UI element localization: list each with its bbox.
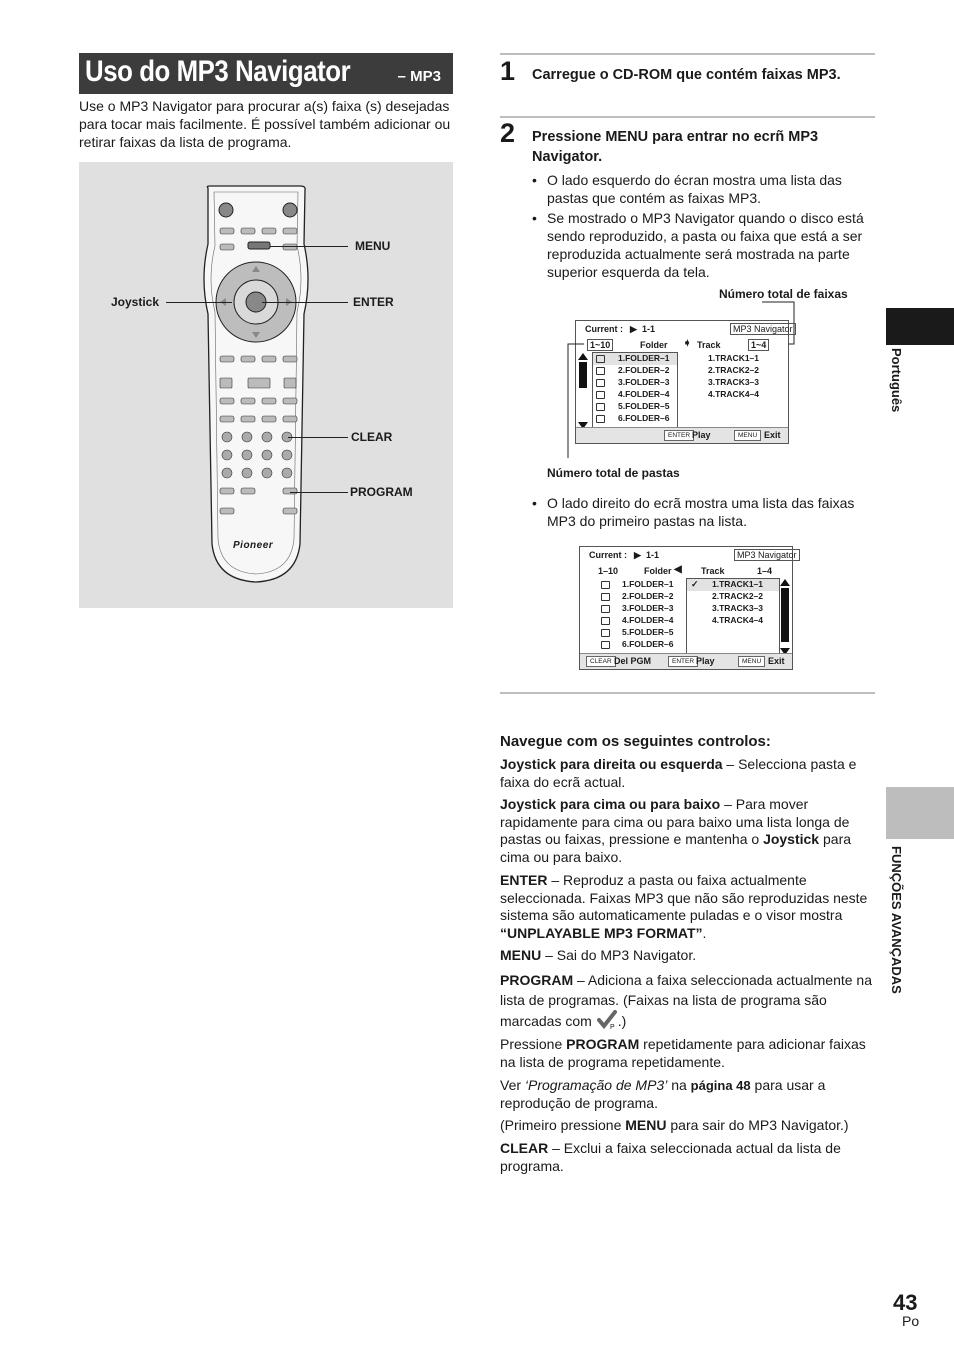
total-tracks-label: Número total de faixas <box>719 287 848 301</box>
program-mark-icon <box>596 1010 618 1028</box>
play-triangle-icon: ▶ <box>634 550 641 560</box>
bullet-item: • O lado direito do ecrã mostra uma lista das faixas MP3 do primeiro pastas na lista. <box>532 494 876 530</box>
divider-nav <box>500 692 875 694</box>
nav-menu <box>500 947 876 965</box>
page-title: Uso do MP3 Navigator <box>85 55 351 88</box>
section-tab-grey <box>886 787 954 839</box>
track-arrow-icon: ➧ <box>683 338 692 349</box>
divider-step2 <box>500 116 875 118</box>
term: “UNPLAYABLE MP3 FORMAT” <box>500 924 703 941</box>
nav-clear <box>500 1140 876 1175</box>
folder-icon <box>596 415 605 423</box>
desc: para cima ou para baixo. <box>500 831 852 865</box>
reference: ‘Programação de MP3’ <box>524 1077 668 1093</box>
term: PROGRAM <box>566 1036 640 1052</box>
nav-joystick-ud <box>500 796 876 866</box>
folder-count: 1~10 <box>587 339 613 351</box>
scroll-thumb <box>781 588 789 642</box>
nav-joystick-lr <box>500 756 876 791</box>
current-value: 1-1 <box>642 324 656 334</box>
exit-key-label: Exit <box>768 656 785 666</box>
play-key-label: Play <box>692 430 711 440</box>
menu-key: MENU <box>738 656 765 667</box>
folder-arrow-icon: ◀ <box>674 564 682 575</box>
folder-icon <box>601 641 610 649</box>
folder-icon <box>601 617 610 625</box>
nav-see-also <box>500 1077 876 1112</box>
term: Joystick para cima ou para baixo <box>500 796 721 812</box>
folder-list-item: 5.FOLDER–5 <box>622 627 674 637</box>
remote-control-illustration <box>196 184 316 590</box>
folder-icon <box>596 355 605 363</box>
nav-program-repeat <box>500 1036 876 1071</box>
step-1-text: Carregue o CD-ROM que contém faixas MP3. <box>532 67 841 83</box>
folder-list-item: 6.FOLDER–6 <box>622 639 674 649</box>
folder-list-item: 3.FOLDER–3 <box>618 377 670 387</box>
nav-program <box>500 970 876 1031</box>
step-2-bullets <box>532 171 876 283</box>
mp3-navigator-badge: MP3 Navigator <box>734 549 800 561</box>
mp3-navigator-badge: MP3 Navigator <box>730 323 796 335</box>
track-list-item: 3.TRACK3–3 <box>712 603 764 613</box>
screen-2-bullet <box>532 494 876 532</box>
folder-icon <box>596 367 605 375</box>
divider-top <box>500 53 875 55</box>
page-language: Po <box>902 1313 920 1329</box>
clear-callout-label: CLEAR <box>351 430 393 444</box>
folder-list-item: 4.FOLDER–4 <box>622 615 674 625</box>
track-header: Track <box>697 340 721 350</box>
menu-key: MENU <box>734 430 761 441</box>
step-2-number: 2 <box>500 118 516 148</box>
enter-key: ENTER <box>668 656 698 667</box>
desc: para sair do MP3 Navigator.) <box>666 1117 849 1133</box>
folder-list-item: 1.FOLDER–1 <box>622 579 674 589</box>
folder-icon <box>601 593 610 601</box>
desc: repetidamente para adicionar faixas na lista de programa repetidamente. <box>500 1036 866 1070</box>
menu-callout-label: MENU <box>355 239 391 253</box>
step-2-text: Pressione MENU para entrar no ecrñ MP3 Navigator. <box>532 129 819 165</box>
program-check-icon: ✓ <box>691 579 699 589</box>
track-count: 1~4 <box>748 339 769 351</box>
folder-icon <box>596 403 605 411</box>
track-list-item: 1.TRACK1–1 <box>708 353 760 363</box>
term: Joystick para direita ou esquerda <box>500 756 723 772</box>
folder-count: 1–10 <box>598 566 619 576</box>
scroll-up-arrow-icon <box>780 579 790 586</box>
svg-text:P: P <box>609 1024 615 1030</box>
folder-header: Folder <box>640 340 668 350</box>
desc: (Primeiro pressione <box>500 1117 626 1133</box>
section-tab-dark <box>886 308 954 345</box>
desc: Ver <box>500 1077 525 1093</box>
nav-first-press <box>500 1117 876 1135</box>
menu-callout-line <box>270 246 348 247</box>
desc: – Para mover rapidamente para cima ou para baixo uma lista longa de pastas ou faixas, pressione e mantenha o <box>500 796 850 847</box>
current-value: 1-1 <box>646 550 660 560</box>
program-callout-label: PROGRAM <box>350 485 413 499</box>
page-subtitle: – MP3 <box>393 68 441 85</box>
folder-list-item: 4.FOLDER–4 <box>618 389 670 399</box>
track-list-item: 2.TRACK2–2 <box>708 365 760 375</box>
folder-icon <box>596 379 605 387</box>
term: MENU <box>625 1117 667 1133</box>
page-title-bar <box>79 53 453 94</box>
enter-key: ENTER <box>664 430 694 441</box>
term: CLEAR <box>500 1140 549 1156</box>
exit-key-label: Exit <box>764 430 781 440</box>
folder-list-item: 3.FOLDER–3 <box>622 603 674 613</box>
track-list-item: 1.TRACK1–1 <box>712 579 764 589</box>
bullet-item: • O lado esquerdo do écran mostra uma lista das pastas que contém as faixas MP3. <box>532 171 876 207</box>
desc: .) <box>617 1013 627 1029</box>
total-folders-label: Número total de pastas <box>547 466 680 480</box>
track-scrollbar <box>780 579 790 655</box>
bullet-item: • Se mostrado o MP3 Navigator quando o disco está sendo reproduzido, a pasta ou faixa que está a ser reproduzida actualmente será mostrada na parte superior esquerda da tela. <box>532 209 876 281</box>
term: Joystick <box>763 831 820 847</box>
track-header: Track <box>701 566 725 576</box>
desc: – Exclui a faixa seleccionada actual da lista de programa. <box>500 1140 841 1174</box>
nav-enter <box>500 872 876 942</box>
side-label-funcoes: FUNÇÕES AVANÇADAS <box>889 846 904 994</box>
desc: – Reproduz a pasta ou faixa actualmente seleccionada. Faixas MP3 que não são reproduzidas neste sistema são automaticamente puladas e o visor mostra <box>500 872 868 923</box>
desc: . <box>702 924 707 941</box>
desc: Pressione <box>500 1036 567 1052</box>
side-label-portugues: Português <box>889 348 904 413</box>
folder-icon <box>601 605 610 613</box>
total-folders-leader <box>560 338 590 462</box>
desc: – Sai do MP3 Navigator. <box>541 947 697 963</box>
track-list-item: 3.TRACK3–3 <box>708 377 760 387</box>
intro-paragraph: Use o MP3 Navigator para procurar a(s) faixa (s) desejadas para tocar mais facilmente. É possível também adicionar ou retirar faixas da lista de programa. <box>79 98 451 150</box>
enter-callout-line <box>262 302 348 303</box>
current-label: Current : <box>589 550 627 560</box>
folder-header: Folder <box>644 566 672 576</box>
folder-list-item: 5.FOLDER–5 <box>618 401 670 411</box>
desc: – Adiciona a faixa seleccionada actualmente na lista de programas. (Faixas na lista de programa são marcadas com <box>500 972 872 1029</box>
screen-2-key-bar <box>580 653 792 669</box>
folder-icon <box>601 629 610 637</box>
mp3-navigator-screen-2 <box>579 546 797 670</box>
folder-icon <box>596 391 605 399</box>
track-list-item: 4.TRACK4–4 <box>708 389 760 399</box>
play-key-label: Play <box>696 656 715 666</box>
clear-key: CLEAR <box>586 656 616 667</box>
nav-controls-title: Navegue com os seguintes controlos: <box>500 733 771 750</box>
screen-1-key-bar <box>576 427 788 443</box>
term: ENTER <box>500 872 548 888</box>
del-pgm-key-label: Del PGM <box>614 656 652 666</box>
folder-list-item: 2.FOLDER–2 <box>622 591 674 601</box>
enter-callout-label: ENTER <box>353 295 394 309</box>
term: MENU <box>500 947 542 963</box>
folder-list-item: 1.FOLDER–1 <box>618 353 670 363</box>
track-count: 1–4 <box>757 566 773 576</box>
play-triangle-icon: ▶ <box>630 324 637 334</box>
page-number: 43 <box>893 1290 918 1315</box>
folder-list-item: 2.FOLDER–2 <box>618 365 670 375</box>
folder-icon <box>601 581 610 589</box>
joystick-callout-label: Joystick <box>111 295 160 309</box>
track-list-item: 2.TRACK2–2 <box>712 591 764 601</box>
desc: na <box>667 1077 691 1093</box>
program-callout-line <box>290 492 348 493</box>
joystick-callout-line <box>166 302 232 303</box>
remote-brand-logo: Pioneer <box>233 540 274 551</box>
track-list-item: 4.TRACK4–4 <box>712 615 764 625</box>
clear-callout-line <box>288 437 348 438</box>
mp3-navigator-screen-1 <box>575 320 793 444</box>
desc: – Selecciona pasta e faixa do ecrã actual. <box>500 756 857 790</box>
desc: para usar a reprodução de programa. <box>500 1077 826 1111</box>
step-1-number: 1 <box>500 56 516 86</box>
page-reference-link[interactable]: página 48 <box>690 1078 751 1093</box>
folder-list-item: 6.FOLDER–6 <box>618 413 670 423</box>
current-label: Current : <box>585 324 623 334</box>
term: PROGRAM <box>500 972 574 988</box>
